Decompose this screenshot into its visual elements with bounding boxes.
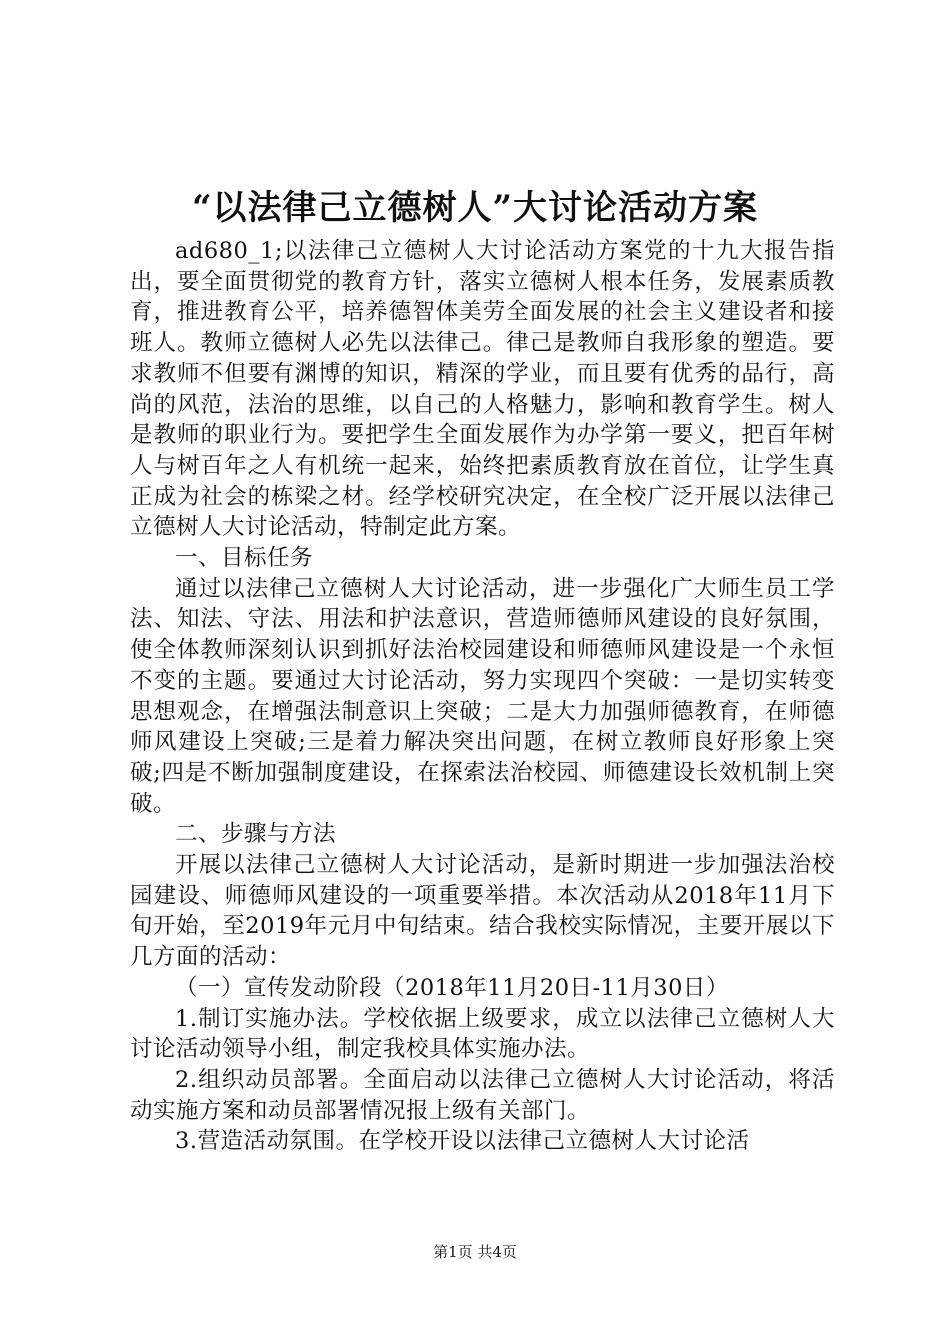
- goals-paragraph: 通过以法律己立德树人大讨论活动，进一步强化广大师生员工学法、知法、守法、用法和护法意识，营造师德师风建设的良好氛围，使全体教师深刻认识到抓好法治校园建设和师德师风建设是一个永恒不变的主题。要通过大讨论活动，努力实现四个突破：一是切实转变思想观念，在增强法制意识上突破；二是大力加强师德教育，在师德师风建设上突破;三是着力解决突出问题，在树立教师良好形象上突破;四是不断加强制度建设，在探索法治校园、师德建设长效机制上突破。: [130, 575, 835, 817]
- list-item-3: 3.营造活动氛围。在学校开设以法律己立德树人大讨论活: [175, 1128, 750, 1155]
- list-item-1: 1.制订实施办法。学校依据上级要求，成立以法律己立德树人大讨论活动领导小组，制定我校具体实施办法。: [130, 1005, 835, 1063]
- section-heading-goals: 一、目标任务: [175, 545, 314, 572]
- document-body: [130, 236, 835, 1157]
- intro-paragraph: ad680_1;以法律己立德树人大讨论活动方案党的十九大报告指出，要全面贯彻党的教育方针，落实立德树人根本任务，发展素质教育，推进教育公平，培养德智体美劳全面发展的社会主义建设者和接班人。教师立德树人必先以法律己。律己是教师自我形象的塑造。要求教师不但要有渊博的知识，精深的学业，而且要有优秀的品行，高尚的风范，法治的思维，以自己的人格魅力，影响和教育学生。树人是教师的职业行为。要把学生全面发展作为办学第一要义，把百年树人与树百年之人有机统一起来，始终把素质教育放在首位，让学生真正成为社会的栋梁之材。经学校研究决定，在全校广泛开展以法律己立德树人大讨论活动，特制定此方案。: [130, 238, 835, 541]
- section-heading-steps: 二、步骤与方法: [175, 821, 337, 848]
- subsection-heading-publicity: （一）宣传发动阶段（2018年11月20日-11月30日）: [175, 974, 729, 1001]
- document-title: “以法律己立德树人”大讨论活动方案: [191, 188, 759, 228]
- page-footer: 第1页 共4页: [433, 1243, 517, 1261]
- list-item-2: 2.组织动员部署。全面启动以法律己立德树人大讨论活动，将活动实施方案和动员部署情况报上级有关部门。: [130, 1066, 835, 1124]
- steps-paragraph: 开展以法律己立德树人大讨论活动，是新时期进一步加强法治校园建设、师德师风建设的一项重要举措。本次活动从2018年11月下旬开始，至2019年元月中旬结束。结合我校实际情况，主要开展以下几方面的活动：: [130, 852, 835, 971]
